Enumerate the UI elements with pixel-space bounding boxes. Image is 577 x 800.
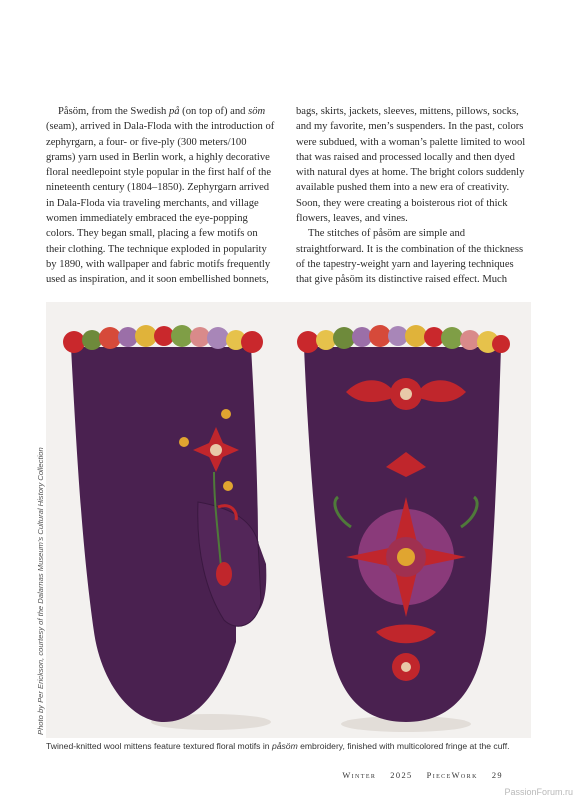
watermark: PassionForum.ru bbox=[504, 787, 573, 797]
page-number: 29 bbox=[491, 771, 503, 780]
photo-credit: Photo by Per Erickson, courtesy of the Dalarnas Museum’s Cultural History Collection bbox=[36, 447, 45, 735]
figure-caption: Twined-knitted wool mittens feature textured floral motifs in påsöm embroidery, finished with multicolored fringe at the cuff. bbox=[46, 741, 510, 751]
article-paragraph: Påsöm, from the Swedish på (on top of) and söm (seam), arrived in Dala-Floda with the introduction of zephyrgarn, a four- or five-ply (300 meters/100 grams) yarn used in Berlin work, a highly decorative floral needlepoint style popular in the first half of the nineteenth century (1804–1850). Zephyrgarn arrived in Dala-Floda via traveling merchants, and village women immediately embraced the eye-popping colors. They began small, placing a few motifs on their clothing. The technique exploded in popularity by 1890, with wallpaper and fabric motifs frequently used as inspiration, and it soon embellished bonnets, bbox=[46, 106, 275, 286]
left-mitten bbox=[63, 325, 266, 722]
right-mitten bbox=[297, 325, 510, 722]
article-paragraph: bags, skirts, jackets, sleeves, mittens, pillows, socks, and my favorite, men’s suspenders. In the past, colors were subdued, with a woman’s palette limited to wool that was raised and processed locally and then dyed with natural dyes at home. The bright colors suddenly available pushed them into a new era of creativity. Soon, they were creating a boisterous riot of thick flowers, leaves, and vines. bbox=[296, 106, 526, 225]
footer-year: 2025 bbox=[390, 771, 413, 780]
footer-season: Winter bbox=[342, 771, 377, 780]
article-paragraph: The stitches of påsöm are simple and straightforward. It is the combination of the thickness of the tapestry-weight yarn and layering techniques that give påsöm its distinctive raised effect. Much bbox=[296, 228, 524, 286]
mittens-photo bbox=[46, 302, 531, 738]
article-column-right bbox=[296, 104, 528, 288]
page-footer bbox=[328, 771, 503, 780]
article-column-left bbox=[46, 104, 278, 288]
footer-magazine: PieceWork bbox=[426, 771, 478, 780]
